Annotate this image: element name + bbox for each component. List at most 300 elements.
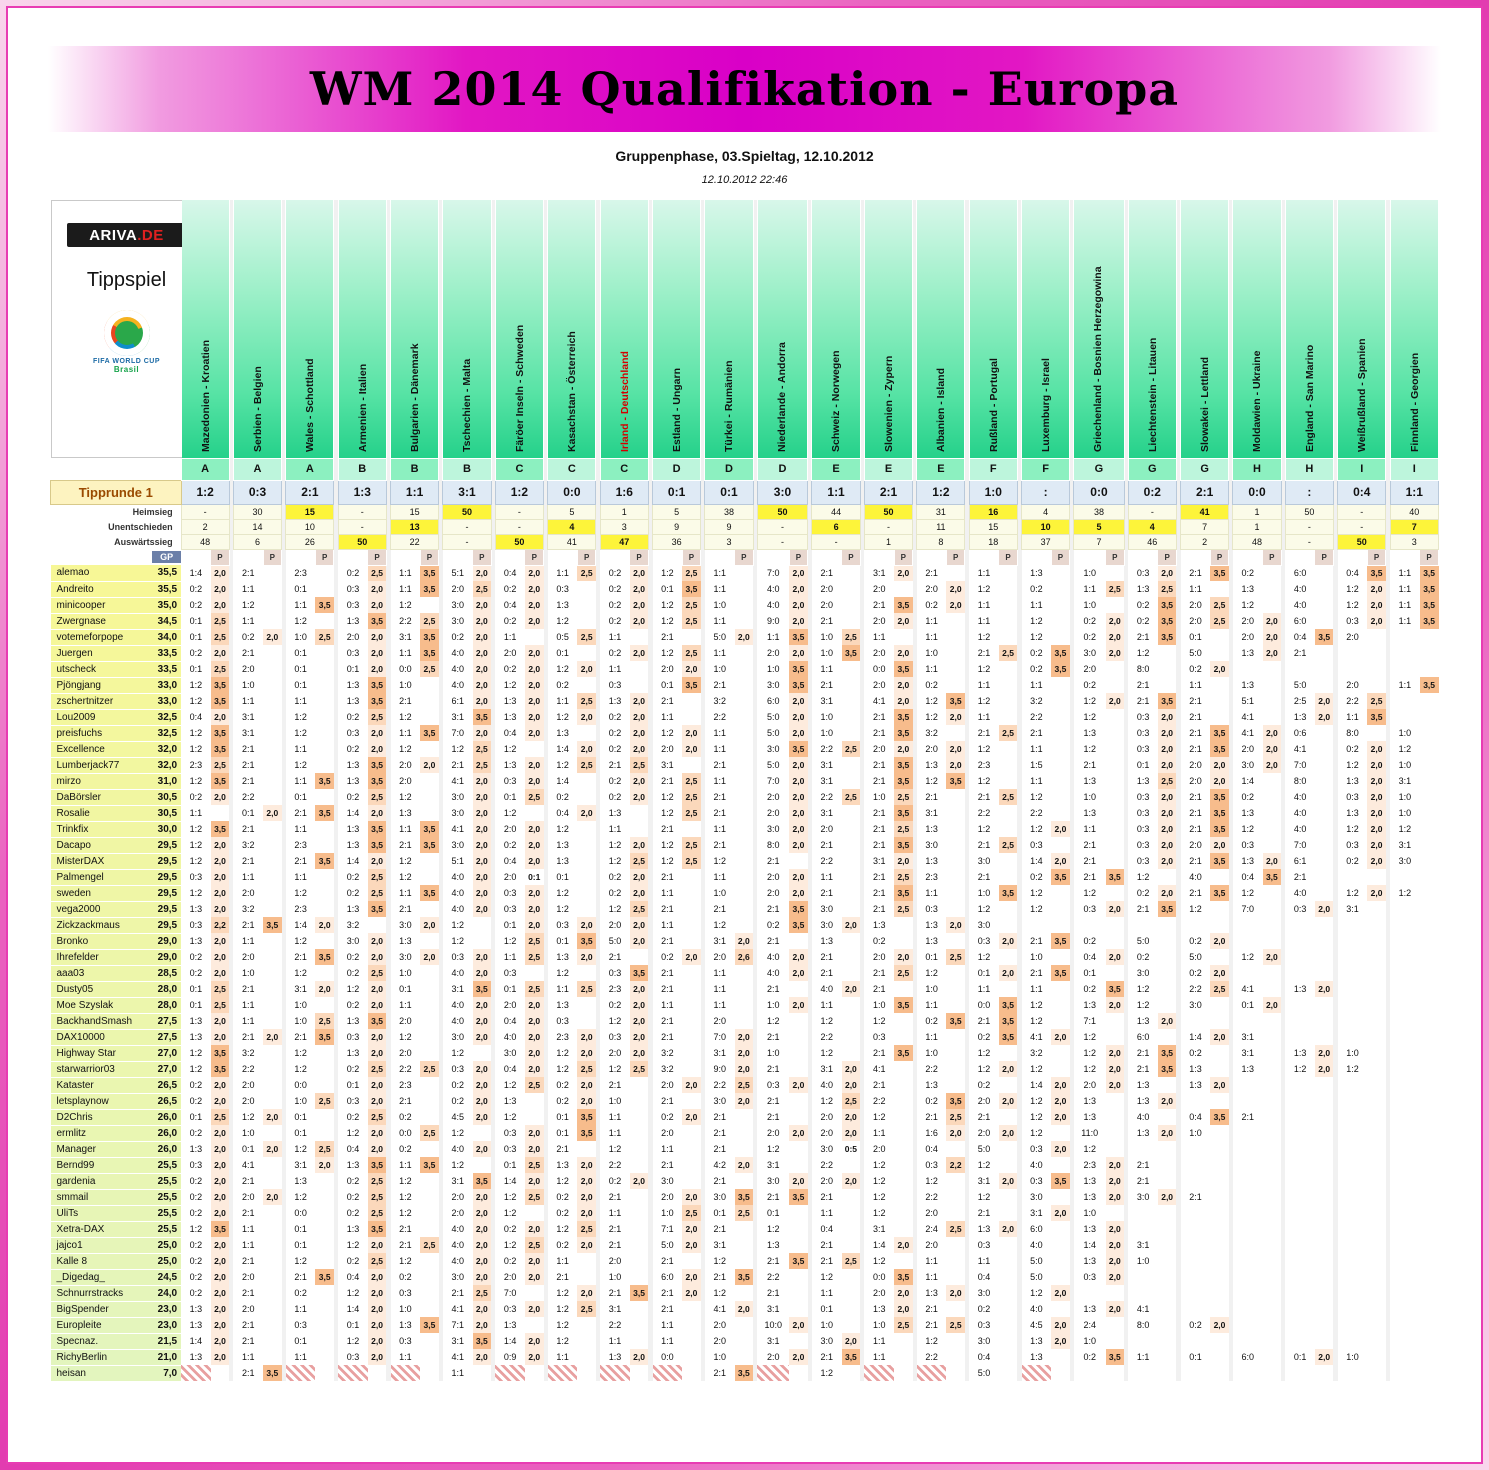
tip-score: 1:1	[1074, 821, 1106, 837]
tip-score: 1:3	[181, 1301, 211, 1317]
tip-points	[682, 1317, 700, 1333]
tip-score: 4:0	[757, 581, 789, 597]
tip-score: 2:1	[233, 741, 263, 757]
tip-score	[1390, 965, 1420, 981]
table-row	[51, 1093, 1439, 1109]
tip-points: 3,5	[1106, 1349, 1124, 1365]
tip-points: 2,0	[789, 773, 807, 789]
tip-points: 2,0	[263, 1189, 281, 1205]
tip-points	[946, 1077, 964, 1093]
tip-points	[789, 981, 807, 997]
tip-score: 2:1	[812, 565, 842, 581]
tip-score: 1:0	[233, 965, 263, 981]
tip-points	[263, 1317, 281, 1333]
tip-points	[577, 1349, 595, 1365]
tip-points	[315, 1189, 333, 1205]
tip-points	[789, 1109, 807, 1125]
tip-points: 3,5	[894, 661, 912, 677]
tip-points	[263, 1333, 281, 1349]
tip-score: 2:1	[1128, 1157, 1158, 1173]
tip-points	[1158, 997, 1176, 1013]
tip-score: 2:2	[1022, 805, 1052, 821]
group-letter: I	[1390, 458, 1438, 480]
tip-score: 2:1	[969, 645, 999, 661]
tip-points	[789, 1269, 807, 1285]
tip-score: 2:0	[705, 1333, 735, 1349]
tip-points	[682, 693, 700, 709]
tip-score	[1390, 1365, 1420, 1381]
tip-score: 0:1	[548, 1125, 578, 1141]
tip-points	[1263, 1365, 1281, 1381]
tip-points: 3,5	[894, 597, 912, 613]
tip-score: 0:3	[181, 917, 211, 933]
tip-points: 2,5	[525, 949, 544, 965]
tip-score: 1:2	[653, 725, 683, 741]
tip-points: 2,0	[1106, 613, 1124, 629]
tip-score: 1:1	[391, 997, 421, 1013]
tip-score: 3:1	[812, 1061, 842, 1077]
tip-score: 0:1	[181, 661, 211, 677]
tip-points	[1210, 1173, 1228, 1189]
tip-score	[1181, 1301, 1211, 1317]
tip-score	[1285, 1157, 1315, 1173]
stat-home: 5	[653, 504, 701, 519]
tip-points	[735, 1221, 753, 1237]
tip-score: 0:2	[338, 565, 368, 581]
tip-score	[1181, 1221, 1211, 1237]
tip-score: 2:0	[757, 885, 789, 901]
tip-score: 1:2	[548, 1285, 578, 1301]
tip-score: 1:2	[1181, 901, 1211, 917]
tip-points: 3,5	[630, 1285, 648, 1301]
tip-score	[1285, 917, 1315, 933]
tip-score: 3:1	[864, 853, 894, 869]
tip-points	[735, 1125, 753, 1141]
stat-home: 4	[1022, 504, 1070, 519]
tip-points	[1158, 1317, 1176, 1333]
tip-points	[682, 901, 700, 917]
tip-score: 2:0	[391, 1045, 421, 1061]
player-name: RichyBerlin 21,0	[51, 1349, 182, 1365]
tip-points	[630, 821, 648, 837]
tip-score: 2:1	[600, 1237, 630, 1253]
tip-points: 2,0	[789, 613, 807, 629]
tip-points	[735, 565, 753, 581]
tip-points	[1315, 837, 1333, 853]
tip-points: 2,0	[525, 1349, 544, 1365]
tip-score: 4:0	[443, 901, 473, 917]
tip-score: 1:2	[969, 581, 999, 597]
tip-points	[999, 869, 1017, 885]
tip-points: 2,5	[842, 1253, 861, 1269]
tip-points	[842, 757, 861, 773]
tip-points: 3,5	[789, 1253, 807, 1269]
tip-score: 1:3	[1285, 981, 1315, 997]
tip-points: 2,5	[1158, 581, 1176, 597]
tip-score	[181, 1365, 211, 1381]
tip-score: 1:1	[391, 821, 421, 837]
tip-points	[420, 1045, 438, 1061]
tip-points: 2,0	[368, 581, 386, 597]
tip-points: 2,0	[1106, 693, 1124, 709]
tip-points	[682, 1061, 700, 1077]
tip-score: 3:0	[443, 1029, 473, 1045]
tip-score: 1:2	[443, 917, 473, 933]
stat-home: 44	[812, 504, 860, 519]
tip-score: 1:1	[391, 885, 421, 901]
tip-score: 1:2	[653, 837, 683, 853]
tip-score	[1285, 949, 1315, 965]
tip-score: 1:2	[969, 773, 999, 789]
tip-score: 0:2	[338, 885, 368, 901]
tip-score: 1:3	[548, 949, 578, 965]
tip-score: 1:2	[443, 741, 473, 757]
tip-score: 3:1	[864, 1221, 894, 1237]
player-name: Lumberjack77 32,0	[51, 757, 182, 773]
tip-points	[1051, 565, 1069, 581]
player-gp: 33,5	[157, 647, 178, 659]
tip-points: 2,0	[577, 949, 595, 965]
tip-points: 2,0	[682, 1109, 700, 1125]
tip-score	[1390, 1269, 1420, 1285]
tip-header-spacer	[338, 549, 368, 565]
tip-points: 2,0	[211, 1285, 229, 1301]
group-letter: H	[1285, 458, 1333, 480]
tip-points: 2,0	[525, 901, 544, 917]
tip-score: 2:1	[757, 933, 789, 949]
tip-score: 1:3	[1074, 725, 1106, 741]
tip-points: 3,5	[315, 597, 333, 613]
tip-score: 2:1	[1181, 1189, 1211, 1205]
tip-score: 1:1	[286, 1349, 316, 1365]
tip-score: 2:0	[864, 613, 894, 629]
tip-score: 1:1	[705, 741, 735, 757]
tip-points	[946, 1173, 964, 1189]
tip-score	[1390, 693, 1420, 709]
tip-score: 1:3	[864, 1301, 894, 1317]
tip-score: 2:1	[443, 757, 473, 773]
tip-points	[263, 1045, 281, 1061]
tip-points	[1210, 1237, 1228, 1253]
tip-score: 2:3	[286, 837, 316, 853]
tip-points	[1263, 789, 1281, 805]
points-header: P	[473, 549, 491, 565]
tip-points: 2,0	[368, 629, 386, 645]
tip-points: 2,0	[735, 1301, 753, 1317]
tip-points	[682, 1013, 700, 1029]
tip-points	[263, 1349, 281, 1365]
tip-points: 3,5	[368, 613, 386, 629]
tip-score: 0:3	[917, 1157, 947, 1173]
tip-points: 2,0	[211, 1157, 229, 1173]
tip-points: 2,0	[1367, 613, 1385, 629]
tip-points	[894, 1365, 912, 1381]
tip-points	[263, 1061, 281, 1077]
tip-points	[263, 613, 281, 629]
tip-score: 2:1	[1285, 869, 1315, 885]
tip-points: 3,5	[420, 629, 438, 645]
player-name: D2Chris 26,0	[51, 1109, 182, 1125]
tip-score: 0:1	[705, 1205, 735, 1221]
tip-score: 8:0	[757, 837, 789, 853]
tip-score: 1:2	[864, 1189, 894, 1205]
tip-points	[842, 1157, 861, 1173]
tip-points	[789, 1061, 807, 1077]
tip-points	[1367, 1077, 1385, 1093]
player-name: aaa03 28,5	[51, 965, 182, 981]
tip-points: 3,5	[1420, 597, 1439, 613]
table-row	[51, 933, 1439, 949]
tip-score: 2:1	[233, 757, 263, 773]
tip-points	[1051, 789, 1069, 805]
tip-score: 7:1	[653, 1221, 683, 1237]
tip-score: 0:2	[181, 1253, 211, 1269]
tip-points: 2,0	[211, 853, 229, 869]
tip-points: 3,5	[420, 1317, 438, 1333]
tip-score	[1338, 869, 1368, 885]
tip-score: 0:4	[495, 725, 525, 741]
tip-score: 2:1	[705, 901, 735, 917]
tip-score: 4:0	[1022, 1237, 1052, 1253]
tip-points	[1263, 981, 1281, 997]
tip-score	[1233, 1253, 1263, 1269]
tip-points	[1106, 1365, 1124, 1381]
stat-home: 16	[969, 504, 1017, 519]
tip-points	[1420, 773, 1439, 789]
stat-draw: 9	[705, 519, 753, 534]
tip-score: 1:3	[548, 837, 578, 853]
tip-score: 1:2	[181, 741, 211, 757]
player-gp: 27,5	[157, 1015, 178, 1027]
tip-score: 1:1	[1074, 581, 1106, 597]
tip-score: 3:0	[443, 613, 473, 629]
tip-points: 2,0	[630, 725, 648, 741]
tip-points: 3,5	[789, 629, 807, 645]
tip-score: 0:1	[548, 645, 578, 661]
tip-points	[1315, 1317, 1333, 1333]
tip-points: 3,5	[735, 1189, 753, 1205]
tip-points	[842, 661, 861, 677]
tip-points	[263, 1077, 281, 1093]
points-header: P	[894, 549, 912, 565]
tip-score: 1:2	[812, 1013, 842, 1029]
tip-points: 2,0	[630, 565, 648, 581]
tip-score: 0:2	[548, 1189, 578, 1205]
tip-points	[789, 1141, 807, 1157]
table-row	[51, 1221, 1439, 1237]
tip-points	[1367, 933, 1385, 949]
group-letter: F	[969, 458, 1017, 480]
tip-points	[894, 1013, 912, 1029]
tip-points: 2,0	[789, 565, 807, 581]
tip-points	[1158, 1141, 1176, 1157]
tip-score	[1390, 981, 1420, 997]
tip-points: 2,0	[1051, 1317, 1069, 1333]
tip-score: 1:3	[969, 1221, 999, 1237]
tip-score: 1:3	[1074, 1189, 1106, 1205]
tip-score: 1:3	[1285, 1045, 1315, 1061]
tip-points: 2,0	[1210, 773, 1228, 789]
tip-points	[1051, 1157, 1069, 1173]
tip-score: 0:2	[181, 597, 211, 613]
tip-points	[735, 789, 753, 805]
tip-score: 0:2	[1128, 597, 1158, 613]
tip-score: 1:2	[969, 661, 999, 677]
tip-score: 1:3	[495, 709, 525, 725]
group-letter: D	[705, 458, 753, 480]
tip-score	[1128, 1333, 1158, 1349]
tip-points	[1158, 949, 1176, 965]
tip-points: 2,0	[735, 1045, 753, 1061]
tip-score: 7:0	[705, 1029, 735, 1045]
tip-score: 1:2	[495, 1109, 525, 1125]
timestamp: 12.10.2012 22:46	[701, 174, 788, 186]
tip-points: 2,0	[1367, 741, 1385, 757]
tip-score: 2:0	[653, 1125, 683, 1141]
match-result: 1:0	[969, 480, 1017, 504]
tip-score	[1338, 1285, 1368, 1301]
tip-points: 3,5	[211, 741, 229, 757]
tip-points	[315, 693, 333, 709]
tip-score: 0:2	[969, 1077, 999, 1093]
tip-score: 6:0	[1233, 1349, 1263, 1365]
tip-points	[1051, 693, 1069, 709]
tip-score: 2:1	[864, 965, 894, 981]
tip-score: 2:0	[443, 1189, 473, 1205]
tip-points: 2,0	[1051, 1077, 1069, 1093]
tip-points	[999, 805, 1017, 821]
tip-score: 2:1	[1181, 741, 1211, 757]
tip-points	[473, 1157, 491, 1173]
tip-score	[1285, 1173, 1315, 1189]
tip-points	[263, 1125, 281, 1141]
table-row	[51, 1045, 1439, 1061]
tip-score	[1390, 933, 1420, 949]
tip-score: 2:1	[812, 1349, 842, 1365]
fixture-header: Irland - Deutschland	[600, 200, 648, 458]
tip-score: 1:1	[864, 1349, 894, 1365]
tip-points: 2,0	[577, 917, 595, 933]
tip-points	[735, 1349, 753, 1365]
tip-score: 1:2	[495, 805, 525, 821]
tip-score: 1:1	[391, 725, 421, 741]
tip-points: 2,0	[1158, 1013, 1176, 1029]
tip-points	[1420, 917, 1439, 933]
tip-score: 4:1	[1233, 981, 1263, 997]
tip-score	[1338, 1157, 1368, 1173]
tip-points: 2,0	[368, 981, 386, 997]
tippspiel-label: Tippspiel	[86, 269, 167, 291]
tip-points: 2,0	[473, 613, 491, 629]
tip-points	[263, 965, 281, 981]
tip-points	[630, 1333, 648, 1349]
tip-points	[1051, 1221, 1069, 1237]
tip-points	[999, 1045, 1017, 1061]
tip-points	[1106, 1205, 1124, 1221]
tip-score: 2:0	[1233, 741, 1263, 757]
tip-points: 3,5	[211, 677, 229, 693]
tip-points	[1210, 1301, 1228, 1317]
tip-points	[1315, 933, 1333, 949]
fixture-header: Slowenien - Zypern	[864, 200, 912, 458]
tip-points	[315, 901, 333, 917]
tip-points	[1420, 1013, 1439, 1029]
tip-points: 3,5	[577, 1109, 595, 1125]
tip-score: 4:0	[757, 965, 789, 981]
tip-points	[999, 581, 1017, 597]
tip-score: 3:0	[812, 917, 842, 933]
tip-points: 2,0	[1315, 709, 1333, 725]
tip-score: 2:1	[233, 773, 263, 789]
tip-score: 1:2	[548, 613, 578, 629]
tip-points	[1367, 629, 1385, 645]
tip-score: 2:0	[495, 1269, 525, 1285]
tip-points: 2,0	[842, 1061, 861, 1077]
tip-score: 3:1	[812, 757, 842, 773]
tip-points: 2,5	[682, 853, 700, 869]
tip-points	[630, 1365, 648, 1381]
table-row	[51, 677, 1439, 693]
tip-score	[1390, 1317, 1420, 1333]
tip-points: 3,5	[1210, 853, 1228, 869]
fixture-header: Niederlande - Andorra	[757, 200, 807, 458]
tip-points	[682, 965, 700, 981]
tip-points: 3,5	[789, 741, 807, 757]
tip-points: 2,0	[842, 1173, 861, 1189]
tip-points	[789, 1029, 807, 1045]
tip-score: 1:3	[600, 1349, 630, 1365]
tip-points	[999, 1141, 1017, 1157]
tip-score: 1:2	[548, 885, 578, 901]
tip-points	[1106, 709, 1124, 725]
tip-points: 2,5	[894, 901, 912, 917]
tip-score: 2:0	[917, 1205, 947, 1221]
tip-score: 1:0	[1338, 1349, 1368, 1365]
tip-score: 2:0	[757, 805, 789, 821]
tip-score: 1:2	[757, 1221, 789, 1237]
tip-points	[682, 997, 700, 1013]
tip-score: 2:0	[757, 645, 789, 661]
tip-points: 2,0	[368, 1125, 386, 1141]
tip-score: 0:1	[233, 805, 263, 821]
tip-points: 2,0	[682, 725, 700, 741]
tip-score: 0:3	[1338, 837, 1368, 853]
tip-points	[630, 1237, 648, 1253]
stat-draw: 1	[1233, 519, 1281, 534]
player-name: UliTs 25,5	[51, 1205, 182, 1221]
tip-points	[525, 1109, 544, 1125]
tip-score: 7:0	[1233, 901, 1263, 917]
tip-points	[1420, 949, 1439, 965]
tip-points	[473, 1125, 491, 1141]
tip-score: 2:1	[600, 949, 630, 965]
tip-points: 2,0	[211, 1269, 229, 1285]
tip-score: 2:1	[1181, 853, 1211, 869]
tip-points	[946, 853, 964, 869]
tip-points: 2,0	[368, 949, 386, 965]
tip-points	[1367, 1013, 1385, 1029]
tip-score: 3:1	[653, 757, 683, 773]
tip-points: 2,5	[315, 1141, 333, 1157]
tip-score: 2:0	[495, 645, 525, 661]
tip-points	[577, 1333, 595, 1349]
group-letter: C	[600, 458, 648, 480]
tip-score: 0:2	[181, 645, 211, 661]
tip-score	[1285, 933, 1315, 949]
tip-points	[1315, 1285, 1333, 1301]
tip-points	[1158, 1077, 1176, 1093]
tip-points	[1367, 1237, 1385, 1253]
